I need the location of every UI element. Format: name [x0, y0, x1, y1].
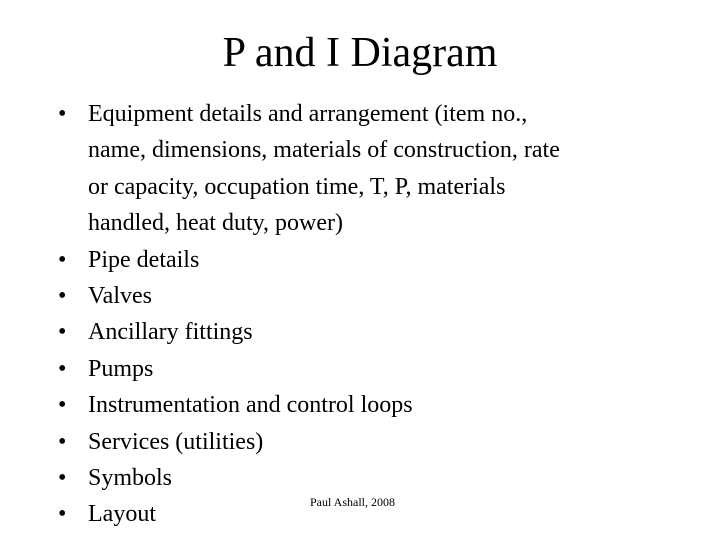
bullet-text: Valves [88, 283, 152, 310]
bullet-text: Services (utilities) [88, 428, 264, 455]
bullet-icon: • [58, 501, 67, 528]
bullet-item-symbols [58, 460, 698, 496]
bullet-text: Pipe details [88, 246, 200, 273]
bullet-icon: • [58, 392, 67, 419]
bullet-item-pumps [58, 351, 698, 387]
bullet-icon: • [58, 319, 67, 346]
bullet-item-pipe-details [58, 242, 698, 278]
bullet-text: Instrumentation and control loops [88, 392, 413, 419]
bullet-text: Symbols [88, 465, 173, 492]
footer-credit: Paul Ashall, 2008 [310, 495, 396, 509]
bullet-icon: • [58, 246, 67, 273]
bullet-item-services [58, 424, 698, 460]
slide-title: P and I Diagram [222, 30, 498, 76]
bullet-item-equipment-details [58, 96, 698, 242]
bullet-icon: • [58, 101, 67, 127]
bullet-icon: • [58, 283, 67, 310]
bullet-text: Ancillary fittings [88, 319, 253, 346]
bullet-list [58, 96, 698, 533]
bullet-text: Equipment details and arrangement (item no., name, dimensions, materials of construction, rate or capacity, occupation time, T, P, materials handled, heat duty, power) [88, 101, 560, 237]
bullet-text: Pumps [88, 355, 154, 382]
bullet-icon: • [58, 465, 67, 492]
bullet-item-valves [58, 278, 698, 314]
bullet-icon: • [58, 428, 67, 455]
bullet-item-instrumentation [58, 387, 698, 423]
bullet-icon: • [58, 355, 67, 382]
bullet-item-ancillary-fittings [58, 314, 698, 350]
bullet-text: Layout [88, 501, 156, 528]
